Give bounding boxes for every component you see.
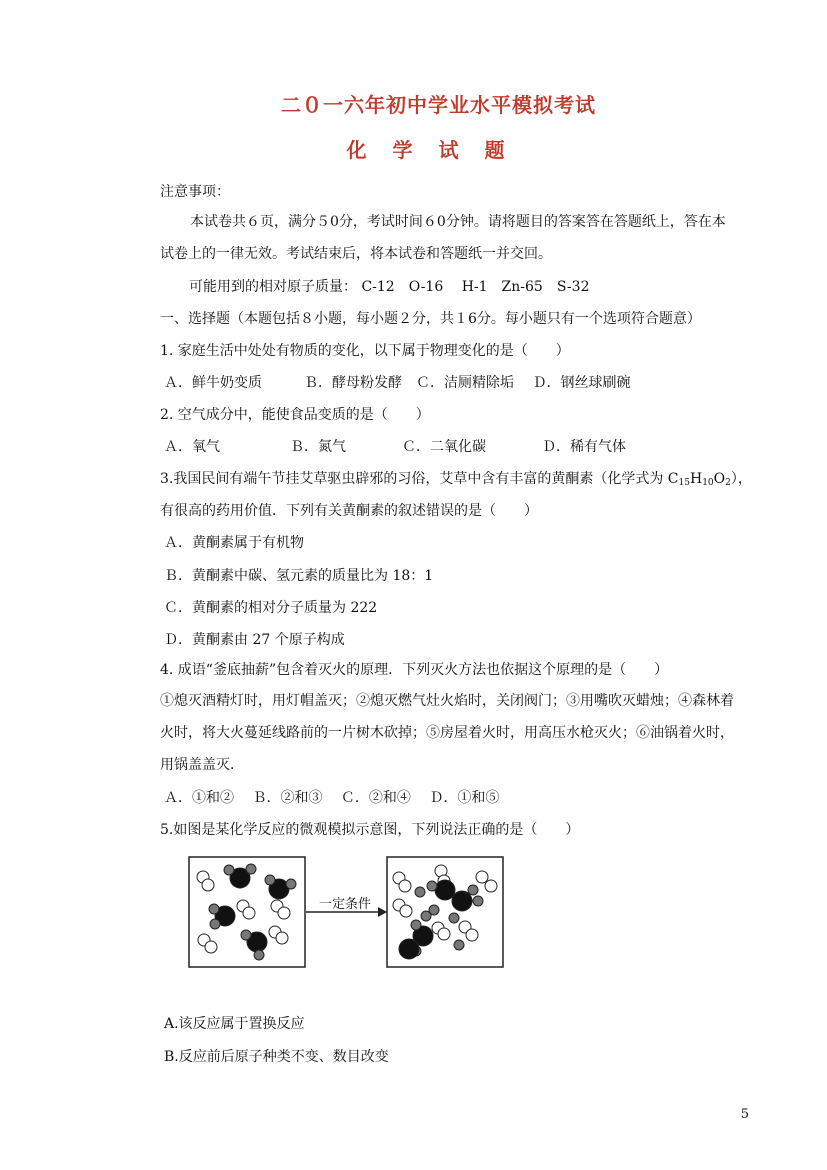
- question-4-line-1: ①熄灭酒精灯时，用灯帽盖灭；②熄灭燃气灶火焰时，关闭阀门；③用嘴吹灭蜡烛；④森林着: [160, 693, 734, 709]
- question-5-option-a: A.该反应属于置换反应: [164, 1016, 305, 1032]
- page-number: 5: [740, 1107, 749, 1122]
- question-3-option-b: Ｂ．黄酮素中碳、氢元素的质量比为 18：1: [164, 568, 434, 584]
- exam-title: 二０一六年初中学业水平模拟考试: [281, 93, 596, 117]
- reaction-diagram: [188, 856, 504, 970]
- question-1-options: Ａ．鲜牛奶变质 Ｂ．酵母粉发酵 Ｃ．洁厕精除垢 Ｄ．钢丝球刷碗: [164, 375, 631, 391]
- section-heading: 一、选择题（本题包括８小题，每小题２分，共１6分。每小题只有一个选项符合题意）: [160, 311, 701, 327]
- reaction-condition-label: 一定条件: [318, 897, 372, 912]
- notes-line-1: 本试卷共６页，满分５0分，考试时间６0分钟。请将题目的答案答在答题纸上，答在本: [176, 214, 726, 230]
- notes-line-2: 试卷上的一律无效。考试结束后，将本试卷和答题纸一并交回。: [160, 246, 552, 262]
- question-4-line-3: 用锅盖盖灭．: [160, 757, 244, 773]
- question-3-stem: 3.我国民间有端午节挂艾草驱虫辟邪的习俗，艾草中含有丰富的黄酮素（化学式为 $C_{15}H_{10}O_2$），: [160, 471, 752, 488]
- question-2-stem: 2. 空气成分中，能使食品变质的是（ ）: [160, 407, 430, 423]
- question-5-option-b: B.反应前后原子种类不变、数目改变: [164, 1049, 389, 1065]
- question-3-stem-2: 有很高的药用价值．下列有关黄酮素的叙述错误的是（ ）: [160, 503, 538, 519]
- question-4-stem: 4. 成语“釜底抽薪”包含着灭火的原理．下列灭火方法也依据这个原理的是（ ）: [160, 662, 669, 678]
- question-3-option-c: Ｃ．黄酮素的相对分子质量为 222: [164, 600, 378, 616]
- question-2-options: Ａ．氧气 Ｂ．氮气 Ｃ．二氧化碳 Ｄ．稀有气体: [164, 439, 626, 455]
- notes-heading: 注意事项：: [160, 184, 230, 200]
- reaction-arrow-head: [378, 907, 387, 917]
- subject-title: 化学试题: [346, 138, 531, 162]
- question-1-stem: 1. 家庭生活中处处有物质的变化，以下属于物理变化的是（ ）: [160, 343, 570, 359]
- question-4-line-2: 火时，将大火蔓延线路前的一片树木砍掉；⑤房屋着火时，用高压水枪灭火；⑥油锅着火时，: [160, 725, 734, 741]
- question-3-option-d: Ｄ．黄酮素由 27 个原子构成: [164, 632, 345, 648]
- atomic-masses: 可能用到的相对原子质量： C-12 O-16 H-1 Zn-65 S-32: [189, 279, 590, 295]
- question-4-options: Ａ．①和② Ｂ．②和③ Ｃ．②和④ Ｄ．①和⑤: [164, 790, 500, 806]
- question-3-option-a: Ａ．黄酮素属于有机物: [164, 535, 304, 551]
- question-5-stem: 5.如图是某化学反应的微观模拟示意图，下列说法正确的是（ ）: [160, 822, 580, 838]
